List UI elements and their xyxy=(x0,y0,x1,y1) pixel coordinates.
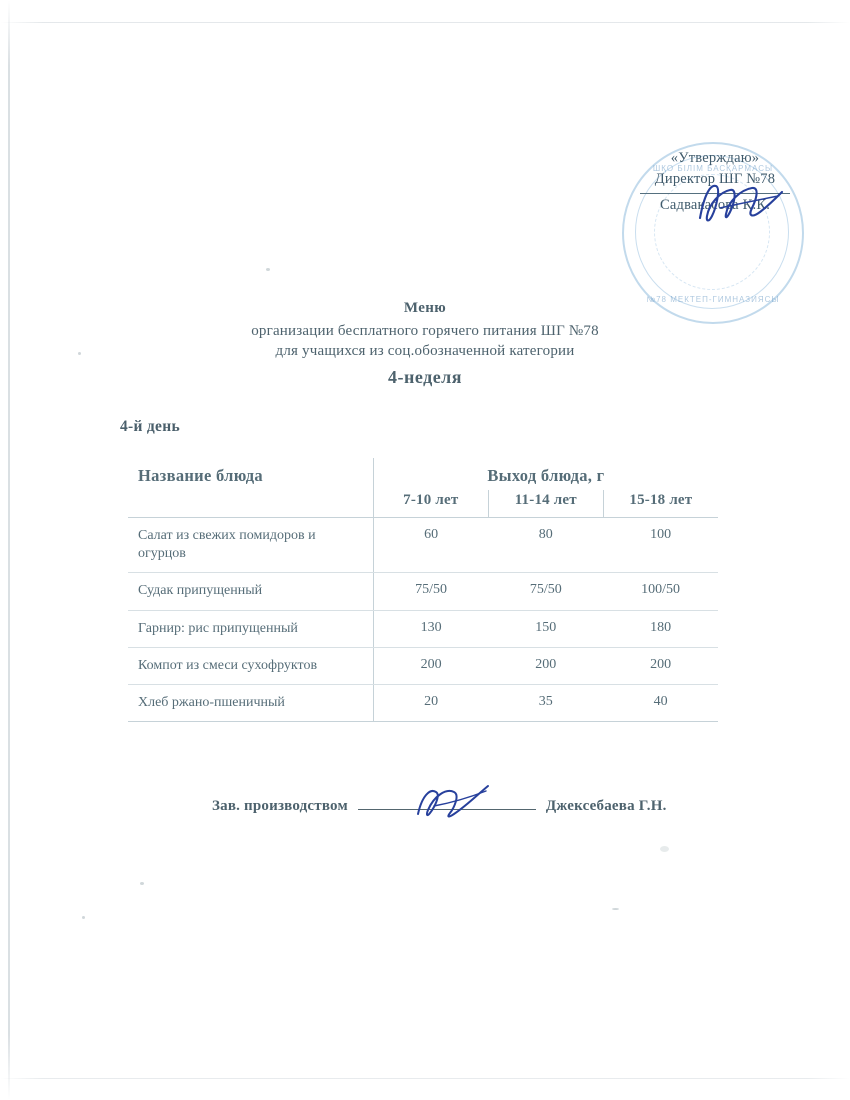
doc-subtitle-line-1: организации бесплатного горячего питания ШГ №78 xyxy=(251,323,599,339)
scan-edge-bottom xyxy=(0,1078,850,1079)
approval-director-line: Директор ШГ №78 xyxy=(654,171,776,188)
scan-edge-left xyxy=(8,0,10,1100)
approval-block xyxy=(600,148,830,216)
scan-speck xyxy=(612,908,619,910)
column-header-age-11-14: 11-14 лет xyxy=(488,490,603,518)
cell-yield-15-18: 40 xyxy=(603,684,718,721)
title-block xyxy=(0,300,850,388)
cell-yield-15-18: 200 xyxy=(603,647,718,684)
cell-yield-7-10: 20 xyxy=(373,684,488,721)
table-body xyxy=(128,518,718,722)
page-title: Меню xyxy=(403,300,447,316)
cell-yield-15-18: 180 xyxy=(603,610,718,647)
cell-yield-7-10: 75/50 xyxy=(373,573,488,610)
column-header-age-15-18: 15-18 лет xyxy=(603,490,718,518)
cell-yield-11-14: 80 xyxy=(488,518,603,573)
cell-yield-11-14: 35 xyxy=(488,684,603,721)
table-row xyxy=(128,610,718,647)
cell-yield-7-10: 130 xyxy=(373,610,488,647)
stamp-text-top: ШҚО БІЛІМ БАСҚАРМАСЫ xyxy=(652,164,774,173)
menu-table xyxy=(128,458,718,722)
cell-yield-11-14: 75/50 xyxy=(488,573,603,610)
column-header-yield: Выход блюда, г xyxy=(487,466,605,485)
table-row xyxy=(128,684,718,721)
cell-dish-name: Судак припущенный xyxy=(128,573,373,610)
table-head xyxy=(128,458,718,518)
cell-yield-7-10: 60 xyxy=(373,518,488,573)
footer-signature-rule xyxy=(358,798,536,810)
cell-yield-11-14: 150 xyxy=(488,610,603,647)
scan-speck xyxy=(660,846,669,852)
footer-signature-block xyxy=(212,798,667,815)
scan-speck xyxy=(82,916,85,919)
doc-subtitle-line-2: для учащихся из соц.обозначенной категории xyxy=(275,343,575,360)
day-label: 4-й день xyxy=(120,418,180,435)
stamp-text-bottom: №78 МЕКТЕП-ГИМНАЗИЯСЫ xyxy=(646,295,780,304)
cell-yield-11-14: 200 xyxy=(488,647,603,684)
table-header-row-1 xyxy=(128,458,718,490)
footer-role-label: Зав. производством xyxy=(212,798,348,814)
footer-signer-name: Джексебаева Г.Н. xyxy=(545,798,667,814)
approval-director-name: Садвакасова К.К. xyxy=(659,197,771,214)
column-header-age-7-10: 7-10 лет xyxy=(373,490,488,518)
cell-dish-name: Хлеб ржано-пшеничный xyxy=(128,684,373,721)
table-row xyxy=(128,573,718,610)
table-row xyxy=(128,647,718,684)
approval-word: «Утверждаю» xyxy=(670,150,760,166)
cell-dish-name: Салат из свежих помидоров и огурцов xyxy=(128,518,373,573)
cell-dish-name: Компот из смеси сухофруктов xyxy=(128,647,373,684)
table-row xyxy=(128,518,718,573)
cell-dish-name: Гарнир: рис припущенный xyxy=(128,610,373,647)
week-label: 4-неделя xyxy=(387,366,463,387)
scan-speck xyxy=(140,882,144,885)
director-signature-rule xyxy=(640,192,790,194)
cell-yield-15-18: 100/50 xyxy=(603,573,718,610)
scan-edge-top xyxy=(0,22,850,23)
cell-yield-7-10: 200 xyxy=(373,647,488,684)
cell-yield-15-18: 100 xyxy=(603,518,718,573)
column-header-dish-name: Название блюда xyxy=(128,458,373,518)
scan-speck xyxy=(266,268,270,271)
